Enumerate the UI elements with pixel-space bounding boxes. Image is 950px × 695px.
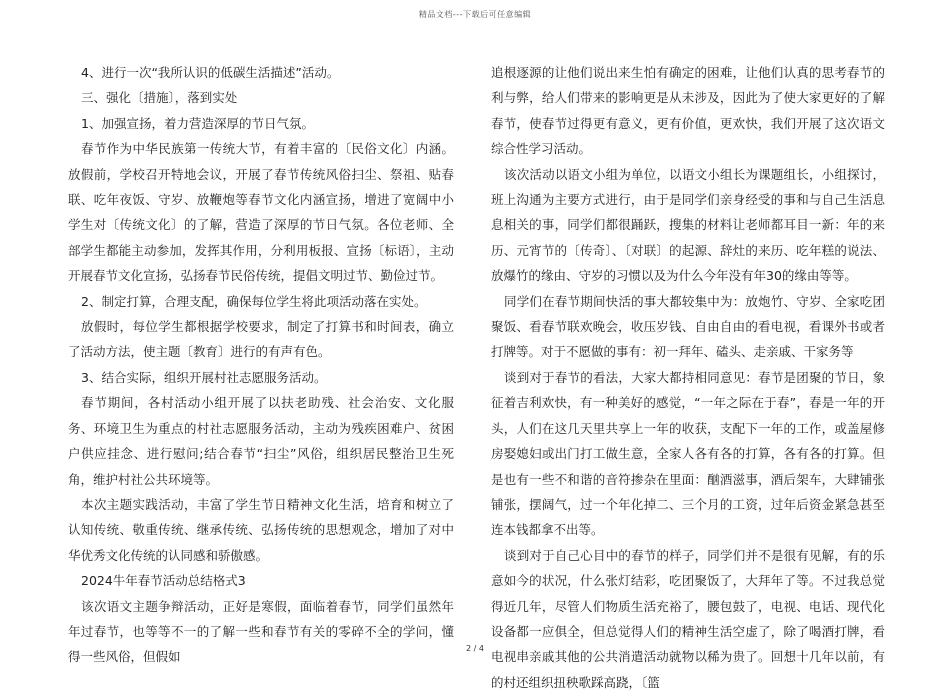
paragraph: 谈到对于春节的看法，大家大都持相同意见：春节是团聚的节日，象征着吉利欢快，有一种美好的感觉，“一年之际在于春”，春是一年的开头，人们在这几天里共享上一年的收获，支配下一年的工作，或盖屋修房娶媳妇或出门打工做生意，全家人各有各的打算，各有各的打算。但是也有一些不和谐的音符掺杂在里面：酗酒滋事，酒后架车，大肆铺张铺张，摆阔气，过一个年化掉二、三个月的工资，过年后资金紧急甚至连本钱都拿不出等。 <box>491 369 885 538</box>
paragraph: 同学们在春节期间快活的事大都较集中为：放炮竹、守岁、全家吃团聚饭、看春节联欢晚会，收压岁钱、自由自由的看电视，看课外书或者打牌等。对于不愿做的事有：初一拜年、磕头、走亲戚、干家务等 <box>491 293 885 360</box>
paragraph: 春节期间，各村活动小组开展了以扶老助残、社会治安、文化服务、环境卫生为重点的村社志愿服务活动，主动为残疾困难户、贫困户供应挂念、进行慰问;结合春节“扫尘”风俗，组织居民整治卫生死角，维护村社公共环境等。 <box>68 395 454 487</box>
subheading: 2、制定打算，合理支配，确保每位学生将此项活动落在实处。 <box>81 293 427 309</box>
subheading: 3、结合实际，组织开展村社志愿服务活动。 <box>81 369 327 385</box>
left-column <box>68 60 454 670</box>
paragraph: 本次主题实践活动，丰富了学生节日精神文化生活，培育和树立了认知传统、敬重传统、继承传统、弘扬传统的思想观念，增加了对中华优秀文化传统的认同感和骄傲感。 <box>68 496 454 563</box>
paragraph: 放假时，每位学生都根据学校要求，制定了打算书和时间表，确立了活动方法，使主题〔教育〕进行的有声有色。 <box>68 319 454 360</box>
paragraph: 追根逐源的让他们说出来生怕有确定的困难，让他们认真的思考春节的利与弊，给人们带来的影响更是从未涉及，因此为了使大家更好的了解春节，使春节过得更有意义，更有价值，更欢快，我们开展了这次语文综合性学习活动。 <box>491 65 885 157</box>
paragraph: 春节作为中华民族第一传统大节，有着丰富的〔民俗文化〕内涵。放假前，学校召开特地会议，开展了春节传统风俗扫尘、祭祖、贴春联、吃年夜饭、守岁、放鞭炮等春节文化内涵宣扬，增进了宽阔中小学生对〔传统文化〕的了解，营造了深厚的节日气氛。各位老师、全部学生都能主动参加，发挥其作用，分利用板报、宣扬〔标语〕，主动开展春节文化宣扬，弘扬春节民俗传统，提倡文明过节、勤俭过节。 <box>68 141 454 284</box>
page-header: 精品文档---下载后可任意编辑 <box>418 10 532 19</box>
paragraph: 该次语文主题争辩活动，正好是寒假，面临着春节，同学们虽然年年过春节，也等等不一的了解一些和春节有关的零碎不全的学问，懂得一些风俗，但假如 <box>68 598 454 665</box>
paragraph: 4、进行一次“我所认识的低碳生活描述”活动。 <box>81 65 340 80</box>
article-title: 2024牛年春节活动总结格式3 <box>81 573 246 589</box>
right-column <box>491 60 885 695</box>
page-number: 2 / 4 <box>466 644 484 653</box>
subheading: 1、加强宣扬，着力营造深厚的节日气氛。 <box>81 115 314 131</box>
paragraph: 该次活动以语文小组为单位，以语文小组长为课题组长，小组探讨，班上沟通为主要方式进行，由于是同学们亲身经受的事和与自己生活息息相关的事，同学们都很踊跃，搜集的材料让老师都耳目一新：年的来历、元宵节的〔传奇〕、〔对联〕的起源、辞灶的来历、吃年糕的说法、放爆竹的缘由、守岁的习惯以及为什么今年没有年30的缘由等等。 <box>491 166 885 284</box>
section-heading: 三、强化〔措施〕，落到实处 <box>81 90 238 106</box>
paragraph: 谈到对于自己心目中的春节的样子，同学们并不是很有见解，有的乐意如今的状况，什么张灯结彩，吃团聚饭了，大拜年了等。不过我总觉得近几年，尽管人们物质生活充裕了，腰包鼓了，电视、电话、现代化设备都一应俱全，但总觉得人们的精神生活空虚了，除了喝酒打牌，看电视串亲戚其他的公共消遣活动就物以稀为贵了。回想十几年以前，有的村还组织扭秧歌踩高跷，〔篮 <box>491 547 885 690</box>
